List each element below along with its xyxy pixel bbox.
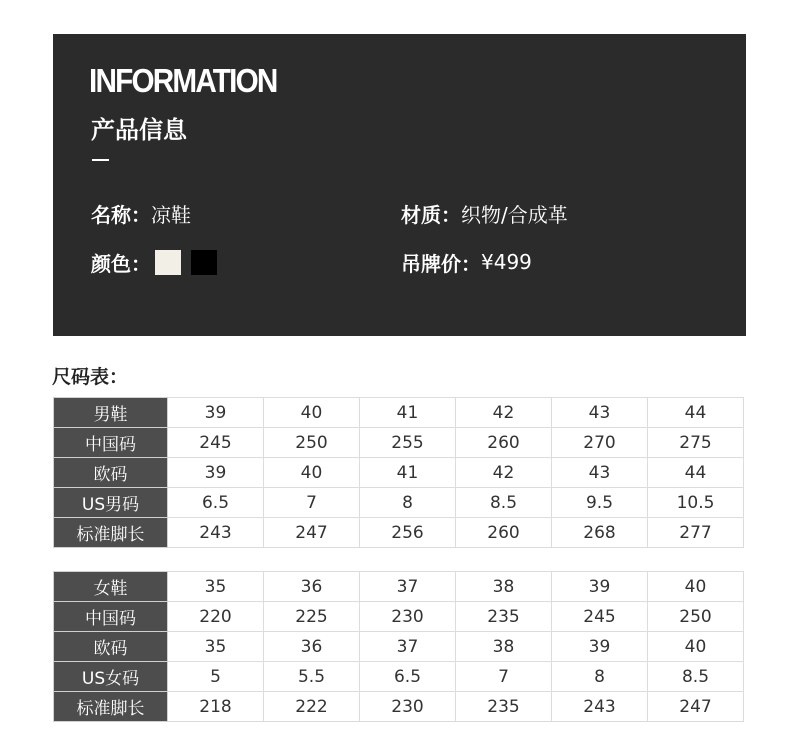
table-cell: 40 <box>648 632 744 662</box>
table-cell: 256 <box>360 518 456 548</box>
table-cell: 255 <box>360 428 456 458</box>
price-field <box>401 248 532 276</box>
table-cell: 42 <box>456 398 552 428</box>
row-header-cell: US男码 <box>54 488 168 518</box>
table-cell: 43 <box>552 458 648 488</box>
table-cell: 40 <box>264 458 360 488</box>
row-header-cell: 中国码 <box>54 602 168 632</box>
row-header-cell: 欧码 <box>54 458 168 488</box>
table-cell: 8.5 <box>456 488 552 518</box>
table-cell: 222 <box>264 692 360 722</box>
table-cell: 40 <box>264 398 360 428</box>
table-cell: 44 <box>648 458 744 488</box>
table-cell: 260 <box>456 428 552 458</box>
table-cell: 225 <box>264 602 360 632</box>
table-cell: 9.5 <box>552 488 648 518</box>
table-cell: 41 <box>360 458 456 488</box>
name-field <box>91 199 191 227</box>
color-field <box>91 248 217 276</box>
row-header-cell: 欧码 <box>54 632 168 662</box>
table-cell: 5 <box>168 662 264 692</box>
table-cell: 38 <box>456 632 552 662</box>
table-cell: 7 <box>456 662 552 692</box>
info-title: INFORMATION <box>89 62 277 99</box>
table-cell: 42 <box>456 458 552 488</box>
row-header-cell: 女鞋 <box>54 572 168 602</box>
table-cell: 230 <box>360 692 456 722</box>
table-cell: 39 <box>552 572 648 602</box>
table-cell: 35 <box>168 572 264 602</box>
title-divider <box>92 159 109 161</box>
table-row <box>54 602 744 632</box>
table-cell: 230 <box>360 602 456 632</box>
table-cell: 250 <box>264 428 360 458</box>
table-cell: 39 <box>168 398 264 428</box>
material-label: 材质： <box>401 202 461 227</box>
name-label: 名称： <box>91 202 151 227</box>
row-header-cell: 中国码 <box>54 428 168 458</box>
table-cell: 40 <box>648 572 744 602</box>
table-cell: 247 <box>648 692 744 722</box>
table-cell: 41 <box>360 398 456 428</box>
table-cell: 275 <box>648 428 744 458</box>
color-label: 颜色： <box>91 251 151 276</box>
material-value: 织物/合成革 <box>461 202 568 227</box>
price-label: 吊牌价： <box>401 251 481 276</box>
table-cell: 38 <box>456 572 552 602</box>
women-size-table <box>53 571 744 722</box>
color-swatch-cream <box>155 250 181 275</box>
table-cell: 245 <box>552 602 648 632</box>
table-cell: 218 <box>168 692 264 722</box>
table-cell: 36 <box>264 632 360 662</box>
info-subtitle: 产品信息 <box>91 116 187 144</box>
table-cell: 39 <box>168 458 264 488</box>
row-header-cell: 男鞋 <box>54 398 168 428</box>
table-cell: 7 <box>264 488 360 518</box>
table-cell: 260 <box>456 518 552 548</box>
table-cell: 37 <box>360 632 456 662</box>
men-size-table <box>53 397 744 548</box>
table-cell: 8.5 <box>648 662 744 692</box>
color-swatch-black <box>191 250 217 275</box>
table-cell: 268 <box>552 518 648 548</box>
table-cell: 220 <box>168 602 264 632</box>
table-cell: 247 <box>264 518 360 548</box>
product-info-panel <box>53 34 746 336</box>
name-value: 凉鞋 <box>151 202 191 227</box>
table-cell: 277 <box>648 518 744 548</box>
table-cell: 243 <box>552 692 648 722</box>
table-row <box>54 398 744 428</box>
material-field <box>401 199 568 227</box>
table-cell: 250 <box>648 602 744 632</box>
table-row <box>54 488 744 518</box>
table-row <box>54 428 744 458</box>
price-value: ¥499 <box>481 250 532 274</box>
table-row <box>54 518 744 548</box>
table-cell: 243 <box>168 518 264 548</box>
table-row <box>54 458 744 488</box>
row-header-cell: US女码 <box>54 662 168 692</box>
table-row <box>54 632 744 662</box>
table-cell: 6.5 <box>360 662 456 692</box>
table-cell: 235 <box>456 602 552 632</box>
size-chart-heading: 尺码表： <box>52 366 129 388</box>
table-row <box>54 662 744 692</box>
table-cell: 37 <box>360 572 456 602</box>
row-header-cell: 标准脚长 <box>54 518 168 548</box>
table-cell: 235 <box>456 692 552 722</box>
table-cell: 6.5 <box>168 488 264 518</box>
table-cell: 43 <box>552 398 648 428</box>
table-row <box>54 692 744 722</box>
table-cell: 44 <box>648 398 744 428</box>
table-cell: 245 <box>168 428 264 458</box>
table-cell: 8 <box>360 488 456 518</box>
table-cell: 35 <box>168 632 264 662</box>
row-header-cell: 标准脚长 <box>54 692 168 722</box>
table-cell: 36 <box>264 572 360 602</box>
table-cell: 270 <box>552 428 648 458</box>
table-cell: 5.5 <box>264 662 360 692</box>
table-cell: 10.5 <box>648 488 744 518</box>
table-row <box>54 572 744 602</box>
table-cell: 8 <box>552 662 648 692</box>
table-cell: 39 <box>552 632 648 662</box>
